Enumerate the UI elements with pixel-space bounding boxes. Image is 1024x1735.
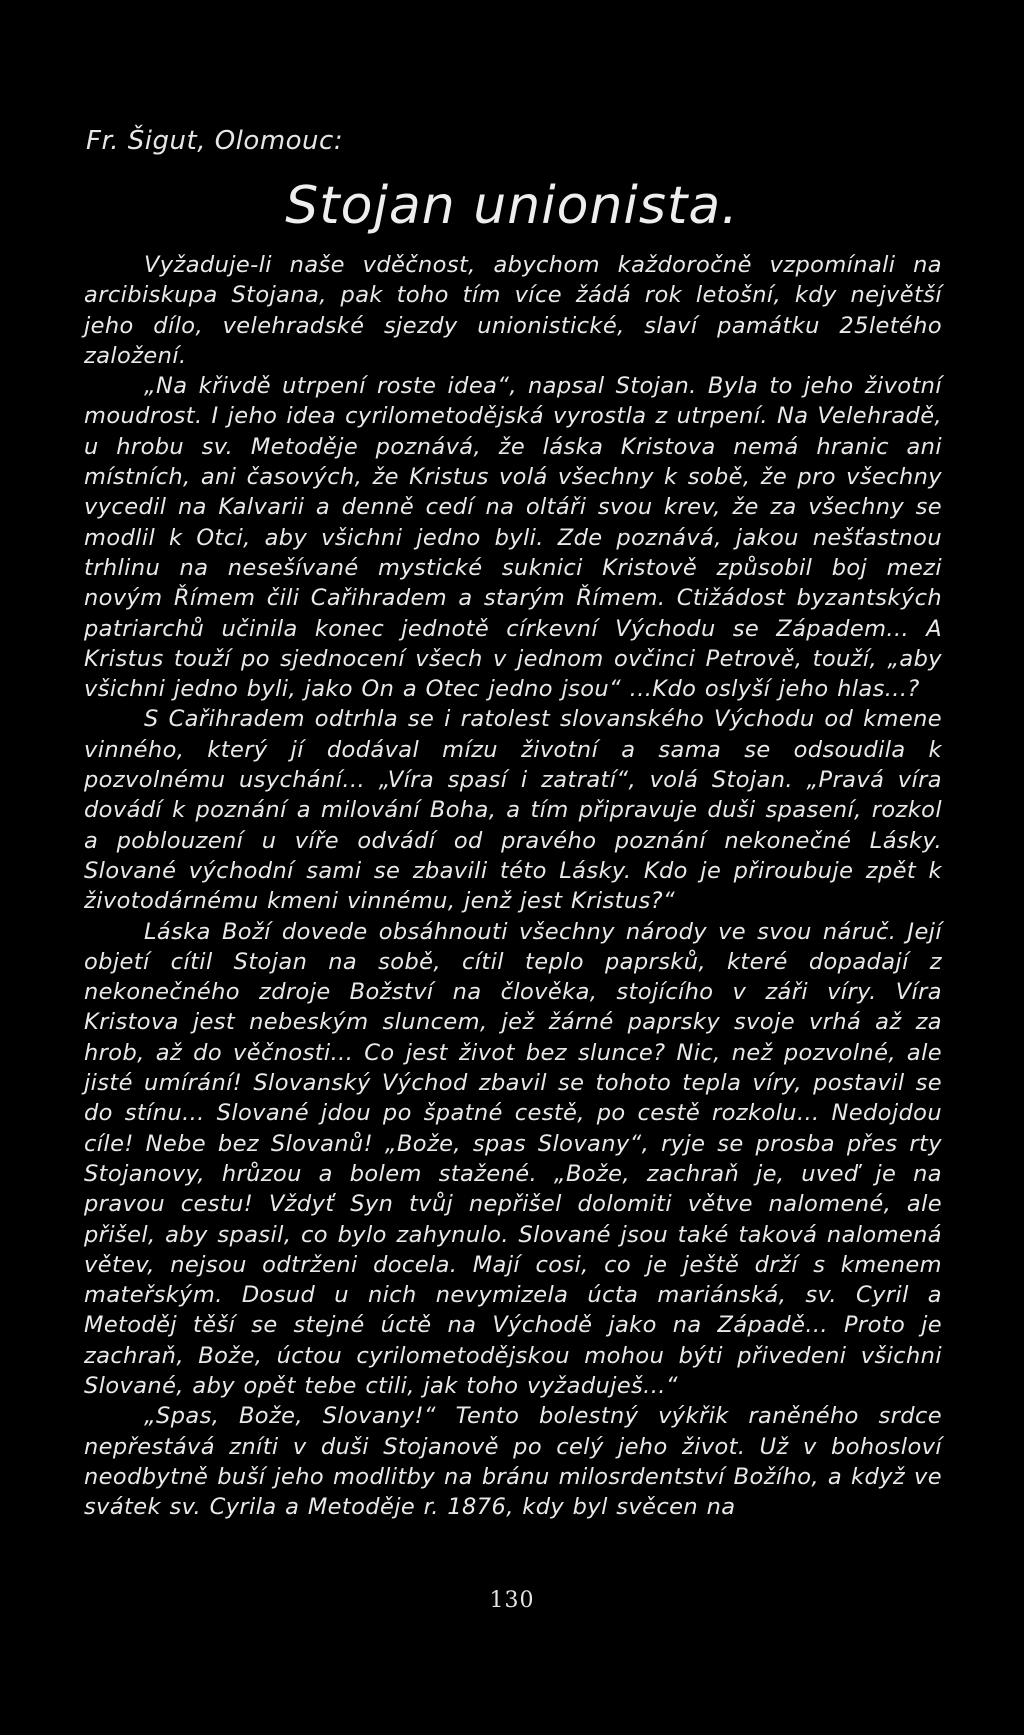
paragraph: „Spas, Bože, Slovany!“ Tento bolestný výkřik raněného srdce nepřestává zníti v duši Stojanově po celý jeho život. Už v bohosloví neodbytně buší jeho modlitby na bránu milosrdentství Božího, a když ve svátek sv. Cyrila a Metoděje r. 1876, kdy byl svěcen na — [84, 1403, 942, 1521]
paragraph: S Cařihradem odtrhla se i ratolest slovanského Východu od kmene vinného, který jí dodával mízu životní a sama se odsoudila k pozvolnému usychání... „Víra spasí i zatratí“, volá Stojan. „Pravá víra dovádí k poznání a milování Boha, a tím připravuje duši spasení, rozkol a poblouzení u víře odvádí od pravého poznání nekonečné Lásky. Slované východní sami se zbavili této Lásky. Kdo je přiroubuje zpět k životodárnému kmeni vinnému, jenž jest Kristus?“ — [84, 706, 942, 915]
paragraph: „Na křivdě utrpení roste idea“, napsal Stojan. Byla to jeho životní moudrost. I jeho idea cyrilometodějská vyrostla z utrpení. Na Velehradě, u hrobu sv. Metoděje poznává, že láska Kristova nemá hranic ani místních, ani časových, že Kristus volá všechny k sobě, že pro všechny vycedil na Kalvarii a denně cedí na oltáři svou krev, že za všechny se modlil k Otci, aby všichni jedno byli. Zde poznává, jakou nešťastnou trhlinu na nesešívané mystické suknici Kristově způsobil boj mezi novým Římem čili Cařihradem a starým Římem. Ctižádost byzantských patriarchů učinila konec jednotě církevní Východu se Západem... A Kristus touží po sjednocení všech v jednom ovčinci Petrově, touží, „aby všichni jedno byli, jako On a Otec jedno jsou“ ...Kdo oslyší jeho hlas...? — [84, 373, 942, 703]
page-number: 130 — [489, 1588, 535, 1613]
paragraph: Láska Boží dovede obsáhnouti všechny národy ve svou náruč. Její objetí cítil Stojan na sobě, cítil teplo paprsků, které dopadají z nekonečného zdroje Božství na člověka, stojícího v záři víry. Víra Kristova jest nebeským sluncem, jež žárné paprsky svoje vrhá až za hrob, až do věčnosti... Co jest život bez slunce? Nic, než pozvolné, ale jisté umírání! Slovanský Východ zbavil se tohoto tepla víry, postavil se do stínu... Slované jdou po špatné cestě, po cestě rozkolu... Nedojdou cíle! Nebe bez Slovanů! „Bože, spas Slovany“, ryje se prosba přes rty Stojanovy, hrůzou a bolem stažené. „Bože, zachraň je, uveď je na pravou cestu! Vždyť Syn tvůj nepřišel dolomiti větve nalomené, ale přišel, aby spasil, co bylo zahynulo. Slované jsou také taková nalomená větev, nejsou odtrženi docela. Mají cosi, co je ještě drží s kmenem mateřským. Dosud u nich nevymizela úcta mariánská, sv. Cyril a Metoděj těší se stejné úctě na Východě jako na Západě... Proto je zachraň, Bože, úctou cyrilometodějskou mohou býti přivedeni všichni Slované, aby opět tebe ctili, jak toho vyžaduješ...“ — [84, 918, 942, 1399]
article-title: Stojan unionista. — [285, 176, 739, 236]
article-body — [84, 250, 942, 1522]
author-line: Fr. Šigut, Olomouc: — [86, 126, 344, 156]
paragraph: Vyžaduje-li naše vděčnost, abychom každoročně vzpomínali na arcibiskupa Stojana, pak toho tím více žádá rok letošní, kdy největší jeho dílo, velehradské sjezdy unionistické, slaví památku 25letého založení. — [84, 252, 942, 369]
